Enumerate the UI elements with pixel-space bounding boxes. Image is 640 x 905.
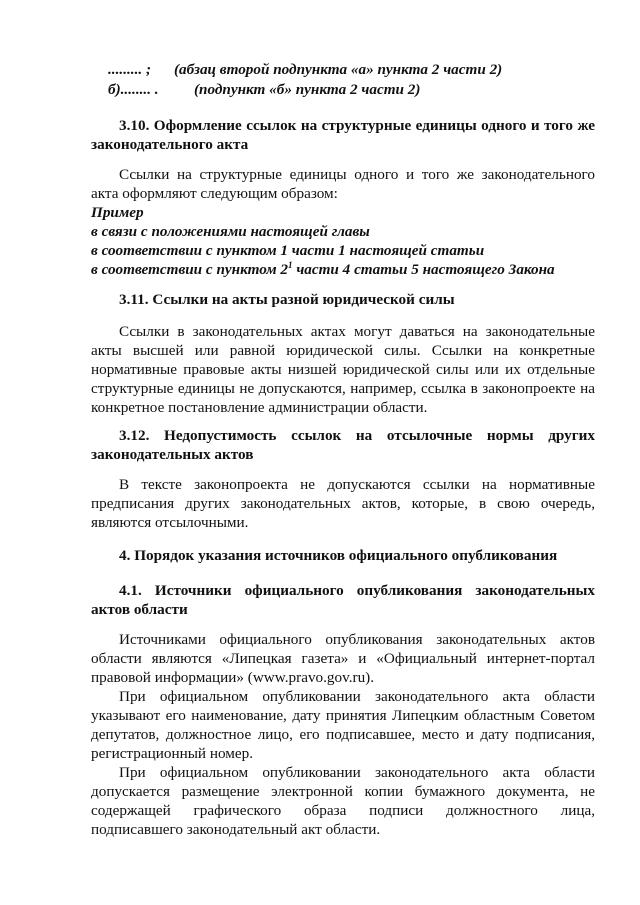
paragraph-line: являются отсылочными. (91, 514, 249, 531)
example-item-part: части 4 статьи 5 настоящего Закона (292, 261, 555, 278)
ref-line-1-text: (абзац второй подпункта «а» пункта 2 части 2) (174, 61, 503, 78)
section-4-1-paragraph-1 (91, 630, 595, 687)
section-4-1-heading (91, 581, 595, 619)
heading-line: актов области (91, 601, 188, 618)
ref-line-2 (108, 80, 608, 99)
paragraph-line: области являются «Липецкая газета» и «Официальный интернет-портал (91, 650, 595, 667)
paragraph-line: депутатов, должностное лицо, его подписавшее, место и дату подписания, (91, 726, 595, 743)
heading-line: 3.10. Оформление ссылок на структурные единицы одного и того же (119, 117, 595, 134)
paragraph-line: Ссылки на структурные единицы одного и того же законодательного (119, 166, 595, 183)
heading-line: законодательных актов (91, 446, 254, 463)
section-3-11-heading: 3.11. Ссылки на акты разной юридической силы (119, 291, 455, 308)
example-label: Пример (91, 204, 144, 221)
section-3-10-paragraph (91, 165, 595, 203)
superscript: 1 (288, 260, 293, 270)
paragraph-line: подписавшего законодательный акт области. (91, 821, 381, 838)
paragraph-line: акта оформляют следующим образом: (91, 185, 338, 202)
section-3-10-heading (91, 116, 595, 154)
paragraph-line: предписания других законодательных актов, которые, в свою очередь, (91, 495, 595, 512)
example-item-part: в соответствии с пунктом 2 (91, 261, 289, 278)
section-4-heading: 4. Порядок указания источников официального опубликования (119, 547, 558, 564)
section-4-1-paragraph-2 (91, 687, 595, 763)
paragraph-line: При официальном опубликовании законодательного акта области (119, 764, 595, 781)
paragraph-line: допускается размещение электронной копии бумажного документа, не (91, 783, 595, 800)
ref-line-1-mark: ......... ; (108, 61, 152, 78)
paragraph-line: нормативные правовые акты низшей юридической силы или их отдельные (91, 361, 595, 378)
ref-line-2-text: (подпункт «б» пункта 2 части 2) (194, 81, 421, 98)
paragraph-line: структурные единицы не допускаются, например, ссылка в законопроекте на (91, 380, 595, 397)
paragraph-line: Источниками официального опубликования законодательных актов (119, 631, 595, 648)
ref-line-2-mark: б)........ . (108, 81, 159, 98)
heading-line: 4.1. Источники официального опубликования законодательных (119, 582, 595, 599)
ref-line-1 (108, 60, 608, 79)
paragraph-line: конкретное постановление администрации области. (91, 399, 428, 416)
example-item: в соответствии с пунктом 1 части 1 настоящей статьи (91, 242, 485, 259)
paragraph-line: правовой информации» (www.pravo.gov.ru). (91, 669, 375, 686)
heading-line: законодательного акта (91, 136, 249, 153)
heading-line: 3.12. Недопустимость ссылок на отсылочные нормы других (119, 427, 595, 444)
paragraph-line: В тексте законопроекта не допускаются ссылки на нормативные (119, 476, 595, 493)
section-3-11-paragraph (91, 322, 595, 417)
paragraph-line: При официальном опубликовании законодательного акта области (119, 688, 595, 705)
example-item (91, 260, 595, 279)
section-4-1-paragraph-3 (91, 763, 595, 839)
paragraph-line: регистрационный номер. (91, 745, 253, 762)
paragraph-line: содержащей графического образа подписи должностного лица, (91, 802, 595, 819)
section-3-12-paragraph (91, 475, 595, 532)
example-item: в связи с положениями настоящей главы (91, 223, 370, 240)
section-3-12-heading (91, 426, 595, 464)
paragraph-line: Ссылки в законодательных актах могут даваться на законодательные (119, 323, 595, 340)
section-3-10-example (91, 203, 595, 279)
paragraph-line: указывают его наименование, дату принятия Липецким областным Советом (91, 707, 595, 724)
paragraph-line: акты высшей или равной юридической силы. Ссылки на конкретные (91, 342, 595, 359)
